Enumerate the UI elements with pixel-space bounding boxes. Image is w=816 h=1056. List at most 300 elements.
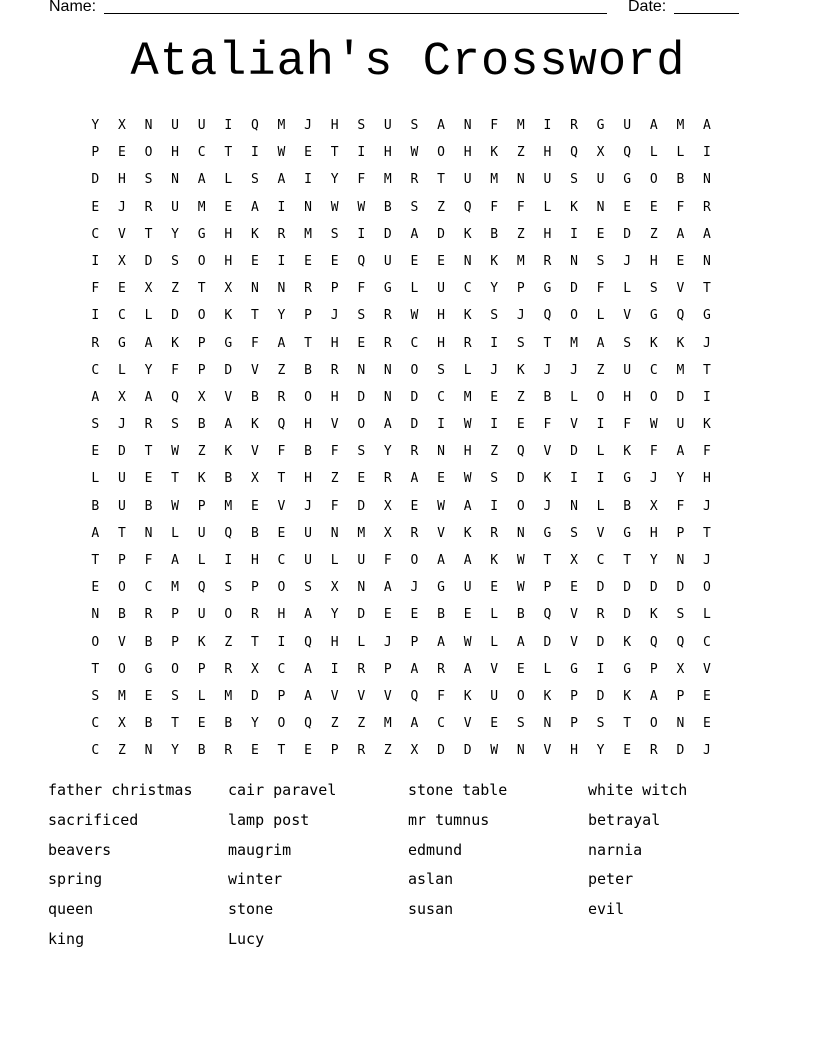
grid-letter[interactable]: I xyxy=(250,145,259,161)
grid-letter[interactable]: K xyxy=(490,553,499,568)
grid-letter[interactable]: J xyxy=(543,362,552,378)
grid-letter[interactable]: U xyxy=(463,172,472,188)
grid-letter[interactable]: X xyxy=(383,525,392,541)
grid-letter[interactable]: N xyxy=(437,444,445,460)
grid-letter[interactable]: K xyxy=(463,226,472,242)
grid-letter[interactable]: B xyxy=(144,716,153,732)
grid-letter[interactable]: B xyxy=(304,362,312,378)
grid-letter[interactable]: K xyxy=(250,226,259,242)
grid-letter[interactable]: W xyxy=(649,417,658,433)
grid-letter[interactable]: B xyxy=(383,199,392,215)
grid-letter[interactable]: P xyxy=(197,335,206,351)
grid-letter[interactable]: I xyxy=(304,172,312,188)
grid-letter[interactable]: E xyxy=(410,253,419,269)
grid-letter[interactable]: E xyxy=(277,525,286,541)
grid-letter[interactable]: A xyxy=(463,498,472,514)
grid-letter[interactable]: P xyxy=(197,498,206,514)
grid-letter[interactable]: I xyxy=(330,661,339,677)
grid-letter[interactable]: R xyxy=(224,661,233,677)
grid-letter[interactable]: M xyxy=(516,253,525,269)
grid-letter[interactable]: L xyxy=(703,607,711,623)
grid-letter[interactable]: N xyxy=(570,498,578,514)
grid-letter[interactable]: L xyxy=(649,145,658,161)
grid-letter[interactable]: U xyxy=(623,118,632,133)
grid-letter[interactable]: J xyxy=(117,199,126,215)
grid-letter[interactable]: M xyxy=(171,580,179,596)
grid-letter[interactable]: E xyxy=(357,471,366,487)
grid-letter[interactable]: W xyxy=(516,553,525,568)
grid-letter[interactable]: N xyxy=(543,716,552,732)
grid-letter[interactable]: H xyxy=(277,607,286,623)
grid-letter[interactable]: E xyxy=(516,661,525,677)
grid-letter[interactable]: Q xyxy=(649,634,658,650)
grid-letter[interactable]: M xyxy=(570,335,578,351)
grid-letter[interactable]: R xyxy=(250,607,259,623)
grid-letter[interactable]: I xyxy=(91,308,100,324)
grid-letter[interactable]: Q xyxy=(463,199,472,215)
grid-letter[interactable]: W xyxy=(516,580,525,596)
grid-letter[interactable]: I xyxy=(490,498,499,514)
grid-letter[interactable]: S xyxy=(171,253,179,269)
grid-letter[interactable]: V xyxy=(277,498,286,514)
grid-letter[interactable]: O xyxy=(596,389,605,405)
grid-letter[interactable]: Z xyxy=(490,444,499,460)
grid-letter[interactable]: Z xyxy=(516,145,525,161)
grid-letter[interactable]: C xyxy=(91,226,100,242)
grid-letter[interactable]: A xyxy=(144,335,153,351)
grid-letter[interactable]: Y xyxy=(171,226,179,242)
grid-letter[interactable]: E xyxy=(144,688,153,704)
grid-letter[interactable]: X xyxy=(570,553,578,568)
grid-letter[interactable]: Y xyxy=(383,444,392,460)
grid-letter[interactable]: Y xyxy=(171,743,179,759)
grid-letter[interactable]: U xyxy=(304,553,312,568)
grid-letter[interactable]: O xyxy=(410,553,419,568)
grid-letter[interactable]: O xyxy=(357,417,366,433)
grid-letter[interactable]: W xyxy=(171,498,179,514)
grid-letter[interactable]: E xyxy=(437,471,445,487)
grid-letter[interactable]: V xyxy=(596,525,605,541)
grid-letter[interactable]: F xyxy=(543,417,552,433)
grid-letter[interactable]: Y xyxy=(330,172,339,188)
grid-letter[interactable]: T xyxy=(117,525,126,541)
grid-letter[interactable]: D xyxy=(623,580,632,596)
grid-letter[interactable]: A xyxy=(410,661,419,677)
grid-letter[interactable]: K xyxy=(623,634,632,650)
grid-letter[interactable]: X xyxy=(117,253,126,269)
grid-letter[interactable]: X xyxy=(410,743,419,759)
grid-letter[interactable]: C xyxy=(91,743,100,759)
grid-letter[interactable]: J xyxy=(516,308,525,324)
grid-letter[interactable]: X xyxy=(250,661,259,677)
grid-letter[interactable]: A xyxy=(676,226,685,242)
grid-letter[interactable]: E xyxy=(383,607,392,623)
grid-letter[interactable]: P xyxy=(676,688,685,704)
grid-letter[interactable]: H xyxy=(250,553,259,568)
grid-letter[interactable]: R xyxy=(703,199,711,215)
grid-letter[interactable]: C xyxy=(91,362,100,378)
grid-letter[interactable]: V xyxy=(330,417,339,433)
grid-letter[interactable]: S xyxy=(250,172,259,188)
grid-letter[interactable]: S xyxy=(516,335,525,351)
date-line[interactable] xyxy=(674,13,739,14)
grid-letter[interactable]: J xyxy=(703,743,711,759)
grid-letter[interactable]: W xyxy=(437,498,445,514)
grid-letter[interactable]: N xyxy=(463,253,472,269)
grid-letter[interactable]: N xyxy=(144,743,153,759)
grid-letter[interactable]: G xyxy=(543,281,552,297)
grid-letter[interactable]: I xyxy=(277,253,286,269)
grid-letter[interactable]: O xyxy=(117,580,126,596)
grid-letter[interactable]: J xyxy=(649,471,658,487)
grid-letter[interactable]: K xyxy=(490,253,499,269)
grid-letter[interactable]: H xyxy=(463,145,472,161)
grid-letter[interactable]: B xyxy=(250,389,259,405)
grid-letter[interactable]: O xyxy=(197,253,206,269)
grid-letter[interactable]: K xyxy=(171,335,179,351)
grid-letter[interactable]: M xyxy=(383,172,392,188)
grid-letter[interactable]: C xyxy=(596,553,605,568)
grid-letter[interactable]: O xyxy=(304,389,312,405)
grid-letter[interactable]: V xyxy=(383,688,392,704)
grid-letter[interactable]: A xyxy=(437,553,445,568)
grid-letter[interactable]: V xyxy=(117,634,126,650)
grid-letter[interactable]: D xyxy=(516,471,525,487)
grid-letter[interactable]: R xyxy=(649,743,658,759)
grid-letter[interactable]: T xyxy=(437,172,445,188)
grid-letter[interactable]: Q xyxy=(250,118,259,133)
name-line[interactable] xyxy=(104,13,607,14)
grid-letter[interactable]: B xyxy=(224,716,233,732)
grid-letter[interactable]: I xyxy=(703,145,711,161)
grid-letter[interactable]: E xyxy=(463,607,472,623)
grid-letter[interactable]: P xyxy=(516,281,525,297)
grid-letter[interactable]: T xyxy=(703,362,711,378)
grid-letter[interactable]: O xyxy=(410,362,419,378)
grid-letter[interactable]: F xyxy=(357,281,366,297)
grid-letter[interactable]: K xyxy=(224,308,233,324)
grid-letter[interactable]: P xyxy=(649,661,658,677)
grid-letter[interactable]: L xyxy=(570,389,578,405)
grid-letter[interactable]: I xyxy=(277,634,286,650)
grid-letter[interactable]: Q xyxy=(676,634,685,650)
grid-letter[interactable]: B xyxy=(543,389,552,405)
grid-letter[interactable]: P xyxy=(197,661,206,677)
grid-letter[interactable]: V xyxy=(224,389,233,405)
grid-letter[interactable]: W xyxy=(171,444,179,460)
grid-letter[interactable]: D xyxy=(357,389,366,405)
grid-letter[interactable]: F xyxy=(91,281,100,297)
grid-letter[interactable]: L xyxy=(224,172,233,188)
grid-letter[interactable]: K xyxy=(649,607,658,623)
grid-letter[interactable]: N xyxy=(516,525,525,541)
grid-letter[interactable]: H xyxy=(570,743,578,759)
grid-letter[interactable]: J xyxy=(304,498,312,514)
grid-letter[interactable]: D xyxy=(676,743,685,759)
grid-letter[interactable]: E xyxy=(197,716,206,732)
grid-letter[interactable]: U xyxy=(197,525,206,541)
grid-letter[interactable]: F xyxy=(623,417,632,433)
grid-letter[interactable]: Q xyxy=(676,308,685,324)
grid-letter[interactable]: K xyxy=(543,471,552,487)
grid-letter[interactable]: W xyxy=(357,199,366,215)
grid-letter[interactable]: E xyxy=(596,226,605,242)
grid-letter[interactable]: K xyxy=(543,688,552,704)
grid-letter[interactable]: Q xyxy=(304,634,312,650)
grid-letter[interactable]: H xyxy=(543,145,552,161)
grid-letter[interactable]: E xyxy=(250,743,259,759)
grid-letter[interactable]: P xyxy=(410,634,419,650)
grid-letter[interactable]: D xyxy=(410,389,419,405)
grid-letter[interactable]: E xyxy=(91,580,100,596)
grid-letter[interactable]: G xyxy=(224,335,233,351)
grid-letter[interactable]: I xyxy=(357,226,366,242)
grid-letter[interactable]: N xyxy=(596,199,605,215)
grid-letter[interactable]: W xyxy=(490,743,499,759)
grid-letter[interactable]: E xyxy=(304,743,312,759)
grid-letter[interactable]: G xyxy=(543,525,552,541)
grid-letter[interactable]: A xyxy=(91,389,100,405)
grid-letter[interactable]: V xyxy=(250,444,259,460)
grid-letter[interactable]: L xyxy=(676,145,685,161)
grid-letter[interactable]: D xyxy=(357,607,366,623)
grid-letter[interactable]: G xyxy=(117,335,126,351)
grid-letter[interactable]: A xyxy=(224,417,233,433)
grid-letter[interactable]: N xyxy=(703,253,711,269)
grid-letter[interactable]: J xyxy=(623,253,632,269)
grid-letter[interactable]: F xyxy=(330,444,339,460)
grid-letter[interactable]: Q xyxy=(516,444,525,460)
grid-letter[interactable]: V xyxy=(330,688,339,704)
grid-letter[interactable]: D xyxy=(649,580,658,596)
grid-letter[interactable]: M xyxy=(197,199,206,215)
grid-letter[interactable]: N xyxy=(304,199,312,215)
grid-letter[interactable]: V xyxy=(543,444,552,460)
grid-letter[interactable]: C xyxy=(410,335,419,351)
grid-letter[interactable]: V xyxy=(570,417,578,433)
grid-letter[interactable]: J xyxy=(703,335,711,351)
grid-letter[interactable]: C xyxy=(703,634,711,650)
grid-letter[interactable]: F xyxy=(676,199,685,215)
grid-letter[interactable]: Z xyxy=(649,226,658,242)
grid-letter[interactable]: D xyxy=(437,226,445,242)
grid-letter[interactable]: J xyxy=(410,580,419,596)
grid-letter[interactable]: U xyxy=(383,253,392,269)
grid-letter[interactable]: N xyxy=(516,172,525,188)
grid-letter[interactable]: K xyxy=(463,525,472,541)
grid-letter[interactable]: V xyxy=(117,226,126,242)
grid-letter[interactable]: P xyxy=(543,580,552,596)
grid-letter[interactable]: V xyxy=(357,688,366,704)
grid-letter[interactable]: M xyxy=(676,118,685,133)
grid-letter[interactable]: Z xyxy=(516,389,525,405)
grid-letter[interactable]: D xyxy=(437,743,445,759)
grid-letter[interactable]: C xyxy=(91,716,100,732)
grid-letter[interactable]: L xyxy=(623,281,632,297)
grid-letter[interactable]: E xyxy=(437,253,445,269)
grid-letter[interactable]: N xyxy=(277,281,286,297)
grid-letter[interactable]: T xyxy=(330,145,339,161)
grid-letter[interactable]: F xyxy=(277,444,286,460)
grid-letter[interactable]: H xyxy=(703,471,711,487)
grid-letter[interactable]: V xyxy=(570,634,578,650)
grid-letter[interactable]: X xyxy=(676,661,685,677)
grid-letter[interactable]: S xyxy=(516,716,525,732)
grid-letter[interactable]: M xyxy=(516,118,525,133)
grid-letter[interactable]: X xyxy=(117,389,126,405)
grid-letter[interactable]: K xyxy=(463,308,472,324)
grid-letter[interactable]: F xyxy=(250,335,259,351)
grid-letter[interactable]: S xyxy=(570,172,578,188)
grid-letter[interactable]: C xyxy=(277,661,286,677)
grid-letter[interactable]: E xyxy=(490,389,499,405)
grid-letter[interactable]: Q xyxy=(224,525,233,541)
grid-letter[interactable]: R xyxy=(463,335,472,351)
grid-letter[interactable]: G xyxy=(144,661,153,677)
grid-letter[interactable]: Z xyxy=(197,444,206,460)
grid-letter[interactable]: D xyxy=(144,253,153,269)
grid-letter[interactable]: A xyxy=(410,716,419,732)
grid-letter[interactable]: S xyxy=(171,688,179,704)
grid-letter[interactable]: H xyxy=(224,253,233,269)
grid-letter[interactable]: U xyxy=(437,281,445,297)
grid-letter[interactable]: A xyxy=(676,444,685,460)
grid-letter[interactable]: S xyxy=(570,525,578,541)
grid-letter[interactable]: N xyxy=(703,172,711,188)
grid-letter[interactable]: F xyxy=(516,199,525,215)
grid-letter[interactable]: N xyxy=(357,580,366,596)
grid-letter[interactable]: C xyxy=(197,145,206,161)
grid-letter[interactable]: H xyxy=(649,525,658,541)
grid-letter[interactable]: S xyxy=(596,253,605,269)
grid-letter[interactable]: H xyxy=(437,308,445,324)
grid-letter[interactable]: Q xyxy=(543,308,552,324)
grid-letter[interactable]: I xyxy=(543,118,552,133)
grid-letter[interactable]: B xyxy=(117,607,126,623)
grid-letter[interactable]: U xyxy=(357,553,366,568)
grid-letter[interactable]: O xyxy=(171,661,179,677)
grid-letter[interactable]: T xyxy=(144,444,153,460)
grid-letter[interactable]: Z xyxy=(383,743,392,759)
grid-letter[interactable]: L xyxy=(197,553,206,568)
grid-letter[interactable]: P xyxy=(570,716,578,732)
grid-letter[interactable]: B xyxy=(437,607,445,623)
grid-letter[interactable]: V xyxy=(543,743,552,759)
grid-letter[interactable]: G xyxy=(596,118,605,133)
grid-letter[interactable]: J xyxy=(703,498,711,514)
grid-letter[interactable]: I xyxy=(91,253,100,269)
grid-letter[interactable]: Z xyxy=(596,362,605,378)
grid-letter[interactable]: T xyxy=(171,716,179,732)
grid-letter[interactable]: P xyxy=(171,607,179,623)
grid-letter[interactable]: L xyxy=(596,308,605,324)
grid-letter[interactable]: R xyxy=(437,661,445,677)
grid-letter[interactable]: L xyxy=(171,525,179,541)
grid-letter[interactable]: S xyxy=(649,281,658,297)
grid-letter[interactable]: U xyxy=(197,118,206,133)
grid-letter[interactable]: F xyxy=(490,118,499,133)
grid-letter[interactable]: A xyxy=(463,553,472,568)
grid-letter[interactable]: Q xyxy=(277,417,286,433)
grid-letter[interactable]: R xyxy=(490,525,499,541)
grid-letter[interactable]: G xyxy=(437,580,445,596)
grid-letter[interactable]: R xyxy=(144,417,153,433)
grid-letter[interactable]: G xyxy=(623,172,632,188)
grid-letter[interactable]: O xyxy=(516,688,525,704)
grid-letter[interactable]: F xyxy=(490,199,499,215)
grid-letter[interactable]: E xyxy=(91,199,100,215)
grid-letter[interactable]: I xyxy=(357,145,366,161)
grid-letter[interactable]: X xyxy=(224,281,233,297)
grid-letter[interactable]: E xyxy=(250,498,259,514)
grid-letter[interactable]: H xyxy=(463,444,472,460)
grid-letter[interactable]: U xyxy=(171,118,179,133)
grid-letter[interactable]: S xyxy=(357,118,366,133)
grid-letter[interactable]: U xyxy=(304,525,312,541)
grid-letter[interactable]: M xyxy=(383,716,392,732)
grid-letter[interactable]: Z xyxy=(117,743,126,759)
grid-letter[interactable]: E xyxy=(623,743,632,759)
grid-letter[interactable]: B xyxy=(144,498,153,514)
grid-letter[interactable]: Y xyxy=(596,743,605,759)
grid-letter[interactable]: L xyxy=(197,688,206,704)
grid-letter[interactable]: V xyxy=(463,716,472,732)
grid-letter[interactable]: Z xyxy=(277,362,286,378)
grid-letter[interactable]: D xyxy=(623,226,632,242)
grid-letter[interactable]: S xyxy=(490,471,499,487)
grid-letter[interactable]: N xyxy=(570,253,578,269)
grid-letter[interactable]: U xyxy=(676,417,685,433)
grid-letter[interactable]: U xyxy=(623,362,632,378)
grid-letter[interactable]: C xyxy=(649,362,658,378)
grid-letter[interactable]: K xyxy=(676,335,685,351)
grid-letter[interactable]: C xyxy=(277,553,286,568)
grid-letter[interactable]: V xyxy=(676,281,685,297)
grid-letter[interactable]: S xyxy=(304,580,312,596)
grid-letter[interactable]: S xyxy=(330,226,339,242)
grid-letter[interactable]: A xyxy=(437,634,445,650)
grid-letter[interactable]: K xyxy=(649,335,658,351)
grid-letter[interactable]: Y xyxy=(676,471,685,487)
grid-letter[interactable]: E xyxy=(250,253,259,269)
grid-letter[interactable]: U xyxy=(197,607,206,623)
grid-letter[interactable]: T xyxy=(623,716,632,732)
grid-letter[interactable]: P xyxy=(676,525,685,541)
grid-letter[interactable]: S xyxy=(490,308,499,324)
grid-letter[interactable]: O xyxy=(224,607,233,623)
grid-letter[interactable]: D xyxy=(224,362,233,378)
grid-letter[interactable]: D xyxy=(117,444,126,460)
grid-letter[interactable]: J xyxy=(304,118,312,133)
grid-letter[interactable]: D xyxy=(383,226,392,242)
grid-letter[interactable]: N xyxy=(171,172,179,188)
grid-letter[interactable]: T xyxy=(250,634,259,650)
grid-letter[interactable]: N xyxy=(676,716,685,732)
grid-letter[interactable]: R xyxy=(357,743,366,759)
grid-letter[interactable]: T xyxy=(171,471,179,487)
grid-letter[interactable]: K xyxy=(463,688,472,704)
grid-letter[interactable]: H xyxy=(330,118,339,133)
grid-letter[interactable]: O xyxy=(91,634,100,650)
grid-letter[interactable]: Z xyxy=(224,634,233,650)
grid-letter[interactable]: A xyxy=(649,118,658,133)
grid-letter[interactable]: S xyxy=(410,199,419,215)
grid-letter[interactable]: E xyxy=(570,580,578,596)
grid-letter[interactable]: A xyxy=(516,634,525,650)
grid-letter[interactable]: N xyxy=(676,553,685,568)
grid-letter[interactable]: E xyxy=(703,716,711,732)
grid-letter[interactable]: R xyxy=(410,525,419,541)
